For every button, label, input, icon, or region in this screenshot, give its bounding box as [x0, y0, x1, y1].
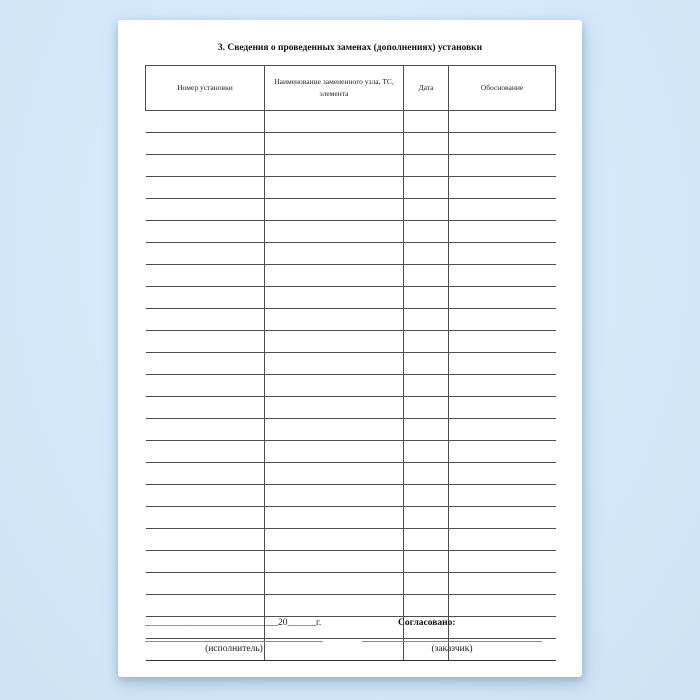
table-cell: [449, 617, 556, 639]
table-cell: [449, 595, 556, 617]
table-cell: [404, 529, 449, 551]
table-cell: [146, 441, 265, 463]
table-cell: [404, 507, 449, 529]
document-page: [118, 20, 582, 677]
table-cell: [146, 463, 265, 485]
table-cell: [146, 309, 265, 331]
table-row: [146, 243, 556, 265]
table-cell: [146, 265, 265, 287]
table-cell: [449, 331, 556, 353]
customer-caption: (заказчик): [431, 644, 473, 654]
table-cell: [146, 133, 265, 155]
table-cell: [449, 529, 556, 551]
table-cell: [404, 133, 449, 155]
table-row: [146, 573, 556, 595]
table-cell: [146, 529, 265, 551]
table-cell: [449, 551, 556, 573]
table-cell: [146, 485, 265, 507]
column-header-justification: Обоснование: [449, 66, 556, 111]
table-cell: [404, 199, 449, 221]
table-cell: [449, 309, 556, 331]
table-row: [146, 111, 556, 133]
table-cell: [146, 507, 265, 529]
table-cell: [404, 419, 449, 441]
table-cell: [265, 375, 404, 397]
table-cell: [265, 353, 404, 375]
table-cell: [146, 331, 265, 353]
table-cell: [146, 155, 265, 177]
table-cell: [265, 309, 404, 331]
table-cell: [449, 243, 556, 265]
table-cell: [146, 397, 265, 419]
table-cell: [265, 595, 404, 617]
customer-signature-line: [362, 641, 542, 642]
table-cell: [449, 507, 556, 529]
table-cell: [146, 221, 265, 243]
table-row: [146, 221, 556, 243]
table-row: [146, 155, 556, 177]
customer-signature-block: [362, 641, 542, 654]
table-row: [146, 463, 556, 485]
table-cell: [404, 287, 449, 309]
table-cell: [404, 177, 449, 199]
table-row: [146, 133, 556, 155]
table-header-row: [146, 66, 556, 111]
table-cell: [146, 243, 265, 265]
table-cell: [265, 419, 404, 441]
table-cell: [404, 265, 449, 287]
table-cell: [265, 441, 404, 463]
table-cell: [404, 309, 449, 331]
table-cell: [449, 485, 556, 507]
table-cell: [449, 199, 556, 221]
table-cell: [146, 353, 265, 375]
table-cell: [449, 133, 556, 155]
table-cell: [146, 573, 265, 595]
table-row: [146, 177, 556, 199]
table-cell: [404, 463, 449, 485]
table-cell: [404, 595, 449, 617]
table-cell: [404, 441, 449, 463]
approved-label: Согласовано:: [398, 618, 456, 628]
table-cell: [146, 287, 265, 309]
table-row: [146, 375, 556, 397]
replacements-table: [145, 65, 556, 661]
table-cell: [449, 265, 556, 287]
table-cell: [265, 551, 404, 573]
table-cell: [404, 551, 449, 573]
document-title: 3. Сведения о проведенных заменах (дополнениях) установки: [217, 43, 483, 53]
table-cell: [265, 397, 404, 419]
executor-signature-line: [145, 641, 323, 642]
table-cell: [449, 441, 556, 463]
table-row: [146, 441, 556, 463]
table-row: [146, 353, 556, 375]
table-cell: [404, 353, 449, 375]
table-cell: [146, 595, 265, 617]
table-row: [146, 507, 556, 529]
table-cell: [404, 155, 449, 177]
table-cell: [265, 331, 404, 353]
table-cell: [404, 573, 449, 595]
table-cell: [265, 133, 404, 155]
table-cell: [449, 111, 556, 133]
table-cell: [265, 177, 404, 199]
table-cell: [265, 529, 404, 551]
table-cell: [404, 397, 449, 419]
table-cell: [146, 419, 265, 441]
executor-signature-block: [145, 641, 323, 654]
table-cell: [449, 353, 556, 375]
table-row: [146, 397, 556, 419]
column-header-unit-number: Номер установки: [146, 66, 265, 111]
table-row: [146, 331, 556, 353]
table-cell: [265, 243, 404, 265]
table-row: [146, 419, 556, 441]
table-cell: [404, 111, 449, 133]
table-body: [146, 111, 556, 661]
table-row: [146, 595, 556, 617]
table-cell: [449, 419, 556, 441]
table-row: [146, 309, 556, 331]
table-cell: [449, 463, 556, 485]
table-cell: [265, 485, 404, 507]
table-row: [146, 287, 556, 309]
table-cell: [404, 221, 449, 243]
table-cell: [404, 331, 449, 353]
table-cell: [265, 265, 404, 287]
table-cell: [265, 287, 404, 309]
table-cell: [265, 221, 404, 243]
table-cell: [449, 221, 556, 243]
table-cell: [449, 397, 556, 419]
table-row: [146, 485, 556, 507]
table-row: [146, 551, 556, 573]
executor-caption: (исполнитель): [205, 644, 263, 654]
table-cell: [265, 199, 404, 221]
table-row: [146, 199, 556, 221]
table-cell: [146, 177, 265, 199]
table-cell: [146, 551, 265, 573]
column-header-replaced-part: Наименование замененного узла, ТС, элемента: [265, 66, 404, 111]
table-cell: [404, 485, 449, 507]
table-cell: [265, 155, 404, 177]
table-cell: [449, 375, 556, 397]
table-cell: [146, 375, 265, 397]
table-cell: [265, 111, 404, 133]
table-row: [146, 265, 556, 287]
table-cell: [146, 111, 265, 133]
table-cell: [265, 463, 404, 485]
table-cell: [449, 573, 556, 595]
table-cell: [449, 177, 556, 199]
column-header-date: Дата: [404, 66, 449, 111]
table-cell: [146, 199, 265, 221]
table-cell: [265, 507, 404, 529]
date-line: ____________________________20______г.: [145, 618, 322, 628]
table-cell: [265, 573, 404, 595]
table-cell: [449, 155, 556, 177]
table-cell: [404, 243, 449, 265]
table-cell: [404, 375, 449, 397]
table-row: [146, 529, 556, 551]
table-cell: [449, 287, 556, 309]
